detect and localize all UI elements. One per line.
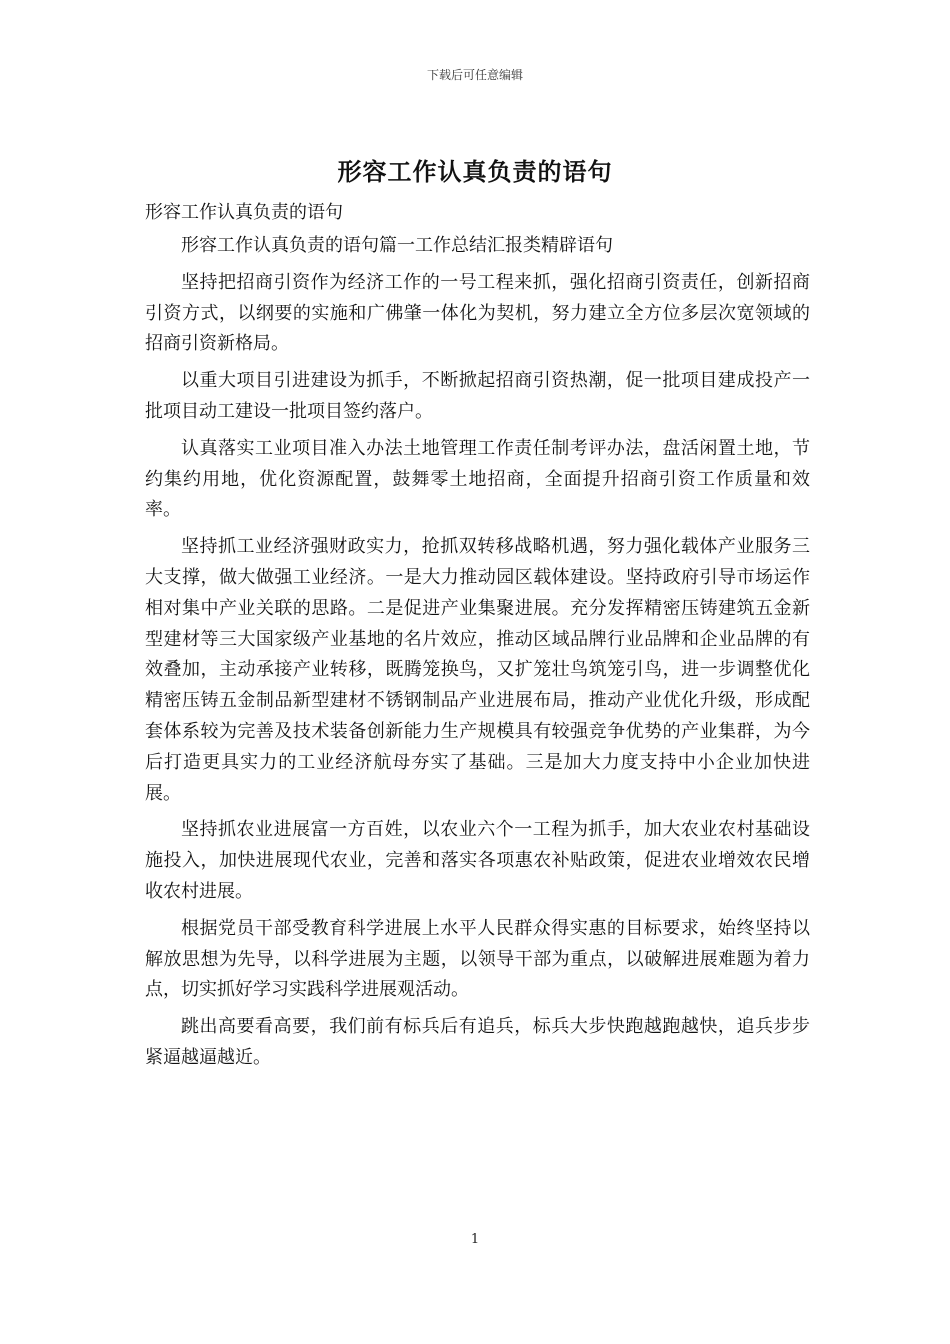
paragraph: 坚持抓工业经济强财政实力，抢抓双转移战略机遇，努力强化载体产业服务三大支撑，做大做强工业经济。一是大力推动园区载体建设。坚持政府引导市场运作相对集中产业关联的思路。二是促进产业集聚进展。充分发挥精密压铸建筑五金新型建材等三大国家级产业基地的名片效应，推动区域品牌行业品牌和企业品牌的有效叠加，主动承接产业转移，既腾笼换鸟，又扩笼壮鸟筑笼引鸟，进一步调整优化精密压铸五金制品新型建材不锈钢制品产业进展布局，推动产业优化升级，形成配套体系较为完善及技术装备创新能力生产规模具有较强竞争优势的产业集群，为今后打造更具实力的工业经济航母夯实了基础。三是加大力度支持中小企业加快进展。: [145, 536, 810, 804]
paragraph: 以重大项目引进建设为抓手，不断掀起招商引资热潮，促一批项目建成投产一批项目动工建设一批项目签约落户。: [145, 370, 810, 422]
page-number: 1: [470, 1232, 480, 1247]
document-title: 形容工作认真负责的语句: [337, 157, 613, 186]
paragraph: 形容工作认真负责的语句篇一工作总结汇报类精辟语句: [181, 235, 613, 256]
document-body: [145, 198, 810, 1074]
document-subtitle: 形容工作认真负责的语句: [145, 202, 343, 223]
header-note: 下载后可任意编辑: [426, 68, 523, 82]
paragraph: 坚持抓农业进展富一方百姓，以农业六个一工程为抓手，加大农业农村基础设施投入，加快进展现代农业，完善和落实各项惠农补贴政策，促进农业增效农民增收农村进展。: [145, 819, 810, 902]
paragraph: 认真落实工业项目准入办法土地管理工作责任制考评办法，盘活闲置土地，节约集约用地，优化资源配置，鼓舞零土地招商，全面提升招商引资工作质量和效率。: [145, 437, 810, 521]
paragraph: 坚持把招商引资作为经济工作的一号工程来抓，强化招商引资责任，创新招商引资方式，以纲要的实施和广佛肇一体化为契机，努力建立全方位多层次宽领域的招商引资新格局。: [145, 271, 810, 355]
paragraph: 跳出高要看高要，我们前有标兵后有追兵，标兵大步快跑越跑越快，追兵步步紧逼越逼越近。: [145, 1016, 810, 1068]
paragraph: 根据党员干部受教育科学进展上水平人民群众得实惠的目标要求，始终坚持以解放思想为先导，以科学进展为主题，以领导干部为重点，以破解进展难题为着力点，切实抓好学习实践科学进展观活动。: [145, 917, 810, 1001]
